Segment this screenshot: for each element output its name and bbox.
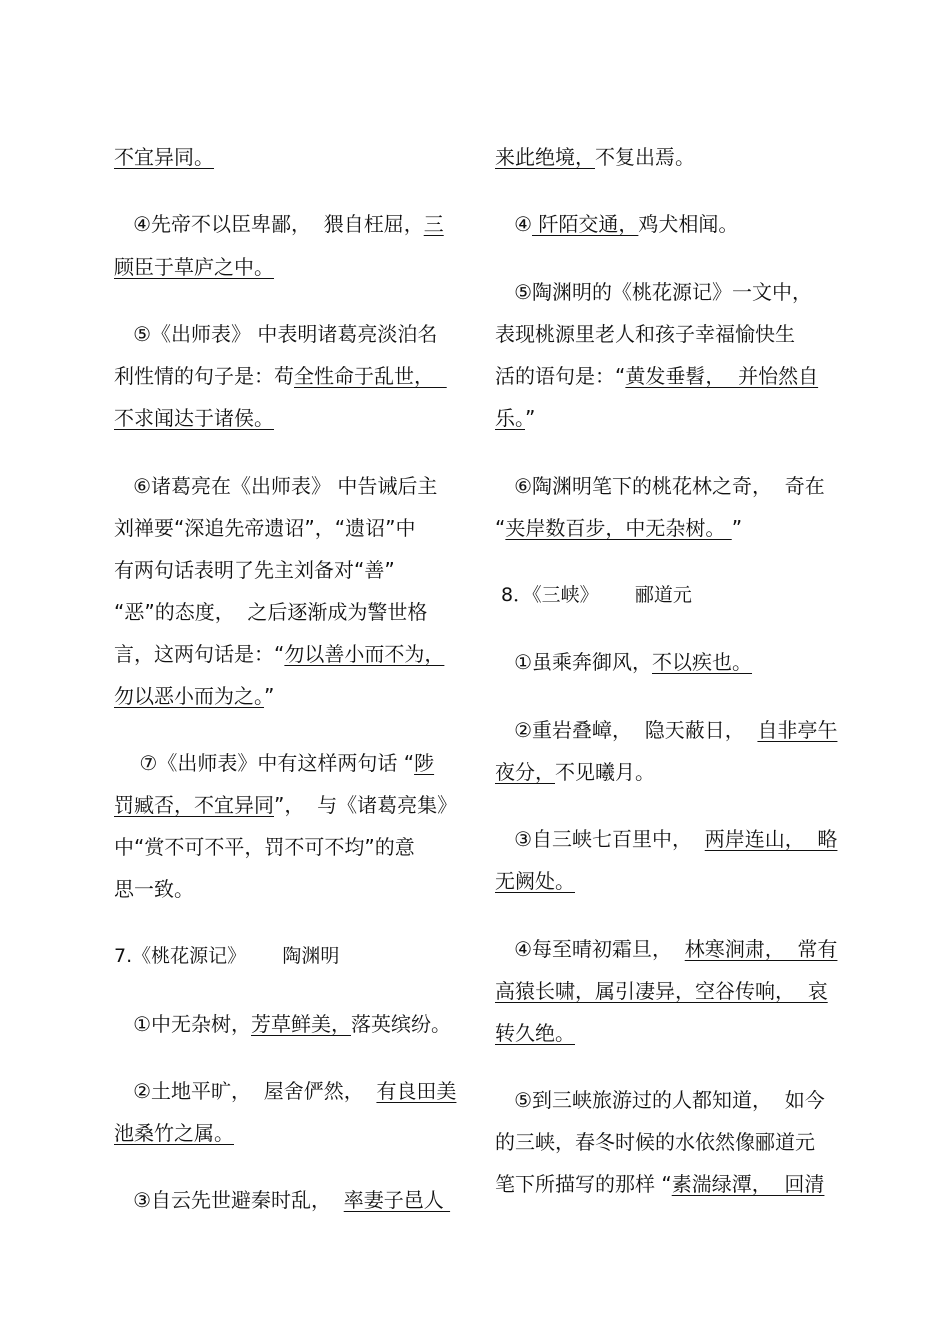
- answer-text: 夜分，: [495, 760, 555, 784]
- text-line: [114, 683, 274, 709]
- text-line: [495, 649, 752, 675]
- answer-text: 陟: [414, 751, 435, 775]
- answer-text: 罚臧否，不宜异同: [114, 793, 274, 817]
- text-line: [495, 279, 812, 305]
- text-line: [114, 557, 395, 583]
- text-line: [495, 515, 742, 541]
- answer-text: 阡陌交通，: [532, 212, 639, 236]
- text-line: [114, 876, 194, 902]
- line-text: ⑤《出师表》 中表明诸葛亮淡泊名: [114, 322, 438, 346]
- text-line: [114, 641, 444, 667]
- line-text: 表现桃源里老人和孩子幸福愉快生: [495, 322, 795, 346]
- text-line: [495, 321, 795, 347]
- answer-text: 两岸连山， 略: [704, 827, 838, 851]
- text-line: [495, 936, 837, 962]
- line-text: 活的语句是：“: [495, 364, 626, 388]
- line-text: ”: [525, 406, 536, 430]
- answer-text: 乐。: [495, 406, 525, 430]
- answer-text: 转久绝。: [495, 1021, 575, 1045]
- line-text: “恶”的态度， 之后逐渐成为警世格: [114, 600, 428, 624]
- text-line: [495, 717, 837, 743]
- line-text: ①虽乘奔御风，: [495, 650, 653, 674]
- line-text: 言，这两句话是：“: [114, 642, 285, 666]
- text-line: [495, 1129, 815, 1155]
- line-text: ⑥陶渊明笔下的桃花林之奇， 奇在: [495, 474, 825, 498]
- line-text: 中“赏不可不平，罚不可不均”的意: [114, 835, 415, 859]
- answer-text: 无阙处。: [495, 869, 575, 893]
- text-line: [114, 254, 274, 280]
- line-text: ⑦《出师表》中有这样两句话 “: [114, 751, 415, 775]
- text-line: [114, 363, 447, 389]
- text-line: [495, 473, 825, 499]
- text-line: [495, 1087, 825, 1113]
- line-text: ③自三峡七百里中，: [495, 827, 705, 851]
- answer-text: 芳草鲜美，: [251, 1012, 352, 1036]
- text-line: [114, 321, 437, 347]
- line-text: 的三峡，春冬时候的水依然像郦道元: [495, 1130, 815, 1154]
- heading-text: 8．《三峡》 郦道元: [495, 584, 692, 606]
- text-line: [495, 759, 655, 785]
- answer-text: 有良田美: [376, 1079, 457, 1103]
- text-line: [495, 144, 695, 170]
- line-text: 利性情的句子是：苟: [114, 364, 294, 388]
- text-line: [114, 211, 444, 237]
- text-line: [495, 978, 828, 1004]
- answer-text: 黄发垂髫， 并怡然自: [625, 364, 819, 388]
- line-text: ④: [495, 212, 533, 236]
- line-text: ②土地平旷， 屋舍俨然，: [114, 1079, 377, 1103]
- answer-text: 勿以恶小而为之。: [114, 684, 264, 708]
- answer-text: 率妻子邑人: [343, 1188, 451, 1212]
- text-line: [114, 144, 214, 170]
- answer-text: 不以疾也。: [652, 650, 753, 674]
- line-text: ②重岩叠嶂， 隐天蔽日，: [495, 718, 758, 742]
- line-text: 不复出焉。: [595, 145, 695, 169]
- answer-text: 不求闻达于诸侯。: [114, 406, 274, 430]
- answer-text: 林寒涧肃， 常有: [684, 937, 838, 961]
- text-line: [495, 1171, 824, 1197]
- line-text: 刘禅要“深追先帝遗诏”，“遗诏”中: [114, 516, 416, 540]
- heading-text: 7.《桃花源记》 陶渊明: [114, 945, 340, 967]
- answer-text: 不宜异同。: [114, 145, 214, 169]
- line-text: 落英缤纷。: [351, 1012, 452, 1036]
- answer-text: 顾臣于草庐之中。: [114, 255, 274, 279]
- line-text: ”: [264, 684, 275, 708]
- text-line: [114, 834, 415, 860]
- line-text: ”: [731, 516, 743, 540]
- text-line: [114, 515, 415, 541]
- section-heading: [114, 943, 339, 969]
- text-line: [495, 405, 535, 431]
- answer-text: 三: [423, 212, 444, 236]
- line-text: ④每至晴初霜旦，: [495, 937, 685, 961]
- line-text: 鸡犬相闻。: [638, 212, 739, 236]
- text-line: [114, 750, 434, 776]
- line-text: 有两句话表明了先主刘备对“善”: [114, 558, 395, 582]
- text-line: [114, 1120, 234, 1146]
- answer-text: 勿以善小而不为，: [284, 642, 445, 666]
- line-text: 笔下所描写的那样 “: [495, 1172, 672, 1196]
- line-text: ④先帝不以臣卑鄙， 猥自枉屈，: [114, 212, 424, 236]
- text-line: [495, 826, 837, 852]
- answer-text: 素湍绿潭， 回清: [671, 1172, 825, 1196]
- text-line: [114, 405, 274, 431]
- line-text: ①中无杂树，: [114, 1012, 252, 1036]
- line-text: 不见曦月。: [555, 760, 655, 784]
- line-text: ⑤陶渊明的《桃花源记》一文中，: [495, 280, 813, 304]
- line-text: ③自云先世避秦时乱，: [114, 1188, 344, 1212]
- line-text: ⑤到三峡旅游过的人都知道， 如今: [495, 1088, 825, 1112]
- answer-text: 自非亭午: [757, 718, 838, 742]
- answer-text: 池桑竹之属。: [114, 1121, 234, 1145]
- text-line: [114, 1011, 451, 1037]
- text-line: [495, 363, 818, 389]
- text-line: [114, 599, 427, 625]
- line-text: 思一致。: [114, 877, 194, 901]
- text-line: [114, 792, 457, 818]
- answer-text: 夹岸数百步，中无杂树。: [505, 516, 732, 540]
- text-line: [495, 1020, 575, 1046]
- text-line: [114, 1078, 456, 1104]
- section-heading: [495, 582, 692, 608]
- answer-text: 高猿长啸，属引凄异，空谷传响， 哀: [495, 979, 828, 1003]
- answer-text: 来此绝境，: [495, 145, 595, 169]
- line-text: ⑥诸葛亮在《出师表》 中告诫后主: [114, 474, 438, 498]
- line-text: “: [495, 516, 506, 540]
- text-line: [114, 1187, 450, 1213]
- answer-text: 全性命于乱世，: [294, 364, 447, 388]
- text-line: [495, 211, 738, 237]
- text-line: [495, 868, 575, 894]
- line-text: ”， 与《诸葛亮集》: [274, 793, 458, 817]
- text-line: [114, 473, 437, 499]
